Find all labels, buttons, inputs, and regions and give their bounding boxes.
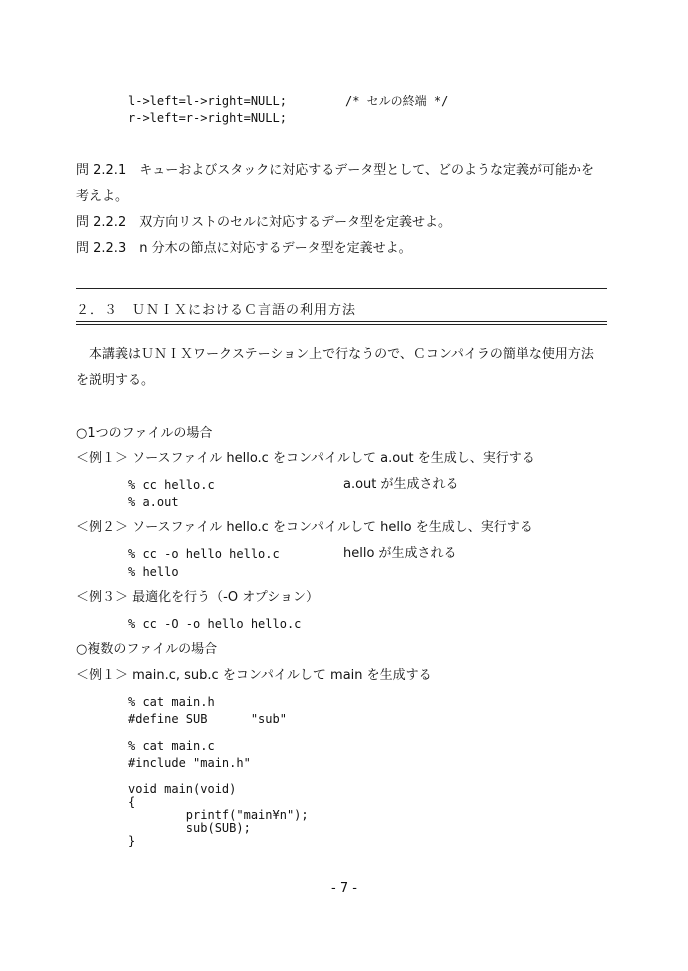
code-define-sub: #define SUB "sub" <box>128 712 287 726</box>
multi-file-heading: ○複数のファイルの場合 <box>76 642 218 657</box>
intro-line-2: を説明する。 <box>76 373 155 388</box>
section-rule-bottom-2 <box>76 324 607 325</box>
example-1-note: a.out が生成される <box>343 477 459 492</box>
example-1-command-run: % a.out <box>128 495 179 509</box>
code-printf: printf("main¥n"); <box>128 808 309 822</box>
question-2-2-1-cont: 考えよ。 <box>76 189 129 204</box>
code-sub-call: sub(SUB); <box>128 821 251 835</box>
example-1-title: ＜例１＞ ソースファイル hello.c をコンパイルして a.out を生成し、実行する <box>76 451 535 466</box>
example-3-command: % cc -O -o hello hello.c <box>128 617 302 631</box>
code-cat-main-c: % cat main.c <box>128 739 215 753</box>
code-void-main: void main(void) <box>128 782 237 796</box>
question-2-2-2: 問 2.2.2 双方向リストのセルに対応するデータ型を定義せよ。 <box>76 215 451 230</box>
example-2-note: hello が生成される <box>343 546 457 561</box>
code-line-right-null: r->left=r->right=NULL; <box>128 111 287 125</box>
code-comment-cell-end: /* セルの終端 */ <box>345 94 449 108</box>
example-2-title: ＜例２＞ ソースファイル hello.c をコンパイルして hello を生成し、実行する <box>76 520 533 535</box>
code-include-main-h: #include "main.h" <box>128 756 251 770</box>
code-brace-close: } <box>128 834 136 848</box>
intro-line-1: 本講義はＵＮＩＸワークステーション上で行なうので、Ｃコンパイラの簡単な使用方法 <box>76 347 594 362</box>
multi-example-1-title: ＜例１＞ main.c, sub.c をコンパイルして main を生成する <box>76 668 432 683</box>
section-rule-bottom-1 <box>76 321 607 322</box>
code-brace-open: { <box>128 795 136 809</box>
example-2-command-run: % hello <box>128 565 179 579</box>
example-1-command-cc: % cc hello.c <box>128 478 215 492</box>
section-rule-top <box>76 288 607 289</box>
question-2-2-1: 問 2.2.1 キューおよびスタックに対応するデータ型として、どのような定義が可能かを <box>76 163 594 178</box>
question-2-2-3: 問 2.2.3 n 分木の節点に対応するデータ型を定義せよ。 <box>76 241 412 256</box>
code-line-left-null: l->left=l->right=NULL; <box>128 94 287 108</box>
section-title: ２．３ ＵＮＩＸにおけるＣ言語の利用方法 <box>76 303 357 318</box>
page-number: - 7 - <box>331 881 357 896</box>
code-cat-main-h: % cat main.h <box>128 695 215 709</box>
example-2-command-cc: % cc -o hello hello.c <box>128 547 280 561</box>
single-file-heading: ○1つのファイルの場合 <box>76 426 213 441</box>
example-3-title: ＜例３＞ 最適化を行う（-O オプション） <box>76 590 320 605</box>
